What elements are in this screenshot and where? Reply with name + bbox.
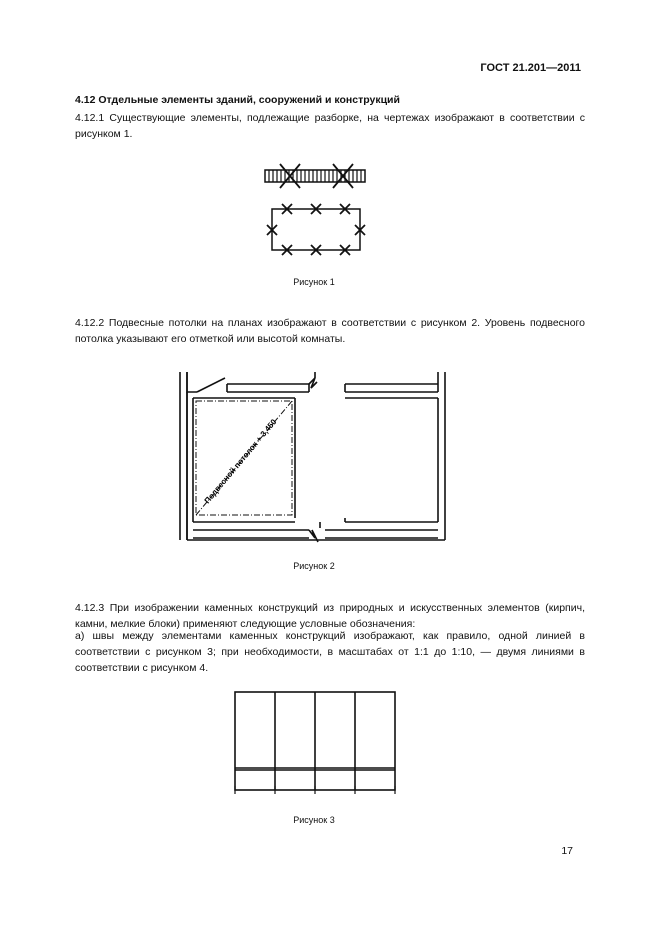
figure-1-caption: Рисунок 1	[293, 277, 335, 287]
paragraph-4-12-1: 4.12.1 Существующие элементы, подлежащие разборке, на чертежах изображают в соответствии с рисунком 1.	[75, 112, 585, 140]
paragraph-4-12-3: 4.12.3 При изображении каменных конструкций из природных и искусственных элементов (кирпич, камни, мелкие блоки) применяют следующие условные обозначения:	[75, 602, 585, 630]
section-title: 4.12 Отдельные элементы зданий, сооружений и конструкций	[75, 94, 400, 106]
page-number: 17	[561, 845, 573, 857]
paragraph-4-12-2: 4.12.2 Подвесные потолки на планах изображают в соответствии с рисунком 2. Уровень подвесного потолка указывают его отметкой или высотой комнаты.	[75, 317, 585, 345]
figure-1-drawing	[255, 160, 375, 260]
figure-3-caption: Рисунок 3	[293, 815, 335, 825]
figure-2-drawing	[175, 370, 455, 545]
paragraph-4-12-3-a: а) швы между элементами каменных конструкций изображают, как правило, одной линией в соответствии с рисунком 3; при необходимости, в масштабах от 1:1 до 1:10, — двумя линиями в соответствии с рисунком 4.	[75, 630, 585, 674]
figure-2-caption: Рисунок 2	[293, 561, 335, 571]
figure-3-drawing	[232, 690, 402, 800]
standard-header: ГОСТ 21.201—2011	[480, 62, 581, 74]
ceiling-annotation: Подвесной потолок + 3,450	[202, 417, 279, 506]
